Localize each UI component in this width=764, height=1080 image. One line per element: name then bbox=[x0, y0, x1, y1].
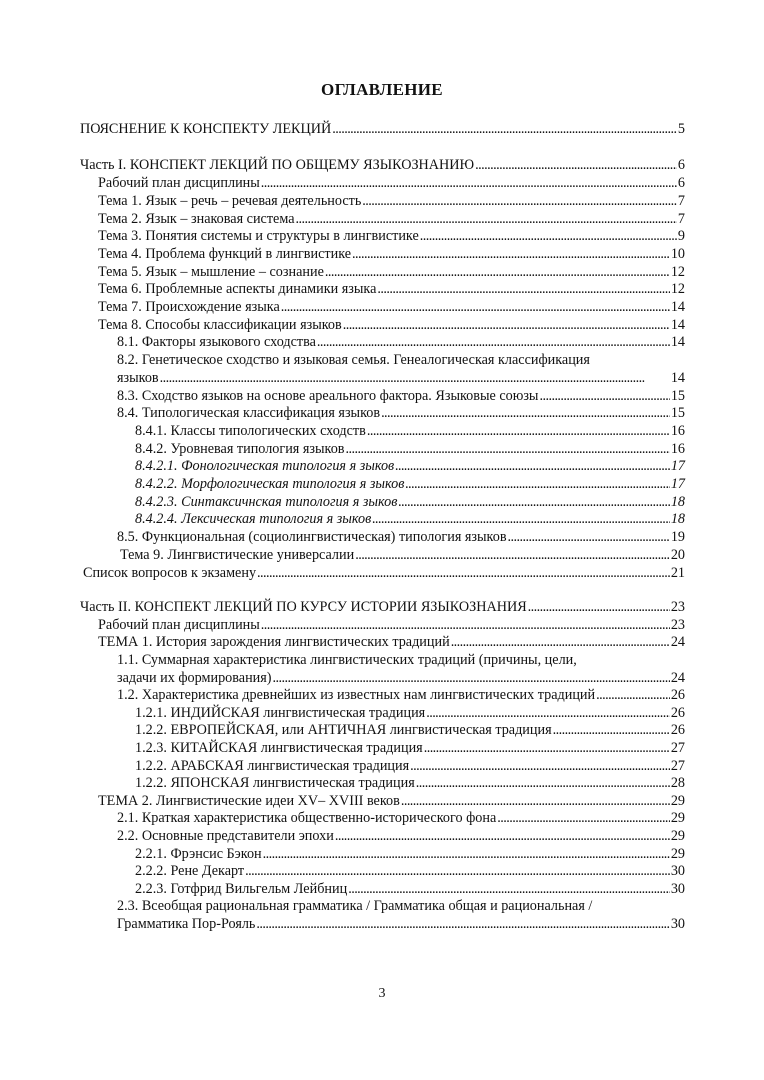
toc-entry-page: 29 bbox=[670, 828, 685, 844]
toc-entry[interactable] bbox=[80, 529, 685, 547]
toc-entry-title: 1.2. Характеристика древнейших из известных нам лингвистических традиций bbox=[117, 687, 596, 704]
dot-leader bbox=[362, 193, 677, 211]
toc-entry-title: Список вопросов к экзамену bbox=[83, 564, 257, 581]
toc-entry[interactable] bbox=[80, 458, 685, 476]
dot-leader bbox=[256, 916, 669, 934]
dot-leader bbox=[451, 634, 670, 652]
dot-leader bbox=[372, 511, 670, 529]
toc-entry-title: 1.2.2. ЕВРОПЕЙСКАЯ, или АНТИЧНАЯ лингвистическая традиция bbox=[135, 722, 552, 739]
dot-leader bbox=[355, 547, 670, 565]
toc-entry-page: 19 bbox=[670, 529, 685, 546]
toc-entry[interactable] bbox=[80, 617, 685, 635]
toc-entry-title-line: 1.1. Суммарная характеристика лингвистических традиций (причины, цели, bbox=[117, 652, 577, 669]
toc-entry-title: ТЕМА 2. Лингвистические идеи XV– XVIII веков bbox=[98, 792, 400, 809]
toc-entry-title: Часть II. КОНСПЕКТ ЛЕКЦИЙ ПО КУРСУ ИСТОРИИ ЯЗЫКОЗНАНИЯ bbox=[80, 599, 527, 616]
toc-entry-title: Тема 8. Способы классификации языков bbox=[98, 316, 342, 333]
toc-entry-page: 21 bbox=[670, 564, 685, 581]
toc-entry-title: Тема 2. Язык – знаковая система bbox=[98, 210, 295, 227]
toc-entry[interactable] bbox=[80, 423, 685, 441]
toc-entry[interactable] bbox=[80, 476, 685, 494]
toc-entry[interactable] bbox=[80, 740, 685, 758]
toc-entry-page: 27 bbox=[670, 757, 685, 774]
toc-entry[interactable] bbox=[80, 687, 685, 705]
dot-leader bbox=[398, 494, 669, 512]
toc-entry[interactable] bbox=[80, 281, 685, 299]
toc-entry-page: 12 bbox=[670, 281, 685, 298]
toc-entry-page: 29 bbox=[670, 845, 685, 862]
toc-entry[interactable] bbox=[80, 599, 685, 617]
toc-entry-title: 8.3. Сходство языков на основе ареального фактора. Языковые союзы bbox=[117, 387, 539, 404]
toc-entry-title: 1.2.2. ЯПОНСКАЯ лингвистическая традиция bbox=[135, 775, 415, 792]
toc-entry[interactable] bbox=[80, 388, 685, 406]
dot-leader bbox=[261, 175, 677, 193]
toc-entry-title: Тема 4. Проблема функций в лингвистике bbox=[98, 245, 352, 262]
toc-entry[interactable] bbox=[80, 846, 685, 864]
toc-entry-title: 8.4.2.2. Морфологическая типология я зыков bbox=[135, 476, 405, 493]
toc-entry-page: 17 bbox=[670, 458, 685, 475]
toc-entry[interactable] bbox=[80, 193, 685, 211]
dot-leader bbox=[553, 722, 670, 740]
dot-leader bbox=[160, 370, 670, 388]
toc-entry-page: 24 bbox=[670, 669, 685, 686]
toc-entry[interactable] bbox=[80, 352, 685, 387]
dot-leader bbox=[348, 881, 670, 899]
toc-entry-page: 30 bbox=[670, 863, 685, 880]
dot-leader bbox=[401, 793, 670, 811]
toc-entry[interactable] bbox=[80, 758, 685, 776]
toc-entry[interactable] bbox=[80, 264, 685, 282]
toc-entry[interactable] bbox=[80, 228, 685, 246]
toc-entry-title: 8.4.1. Классы типологических сходств bbox=[135, 422, 366, 439]
toc-entry[interactable] bbox=[80, 793, 685, 811]
toc-entry-page: 14 bbox=[670, 369, 685, 386]
dot-leader bbox=[424, 740, 670, 758]
toc-entry-page: 23 bbox=[670, 616, 685, 633]
toc-entry-title: Рабочий план дисциплины bbox=[98, 616, 260, 633]
page-number: 3 bbox=[378, 986, 386, 1001]
toc-entry[interactable] bbox=[80, 299, 685, 317]
toc-entry-title: 2.2.1. Фрэнсис Бэкон bbox=[135, 845, 262, 862]
toc-entry-page: 15 bbox=[670, 387, 685, 404]
dot-leader bbox=[352, 246, 670, 264]
table-of-contents bbox=[80, 120, 685, 934]
dot-leader bbox=[257, 565, 670, 583]
toc-entry-title: Часть I. КОНСПЕКТ ЛЕКЦИЙ ПО ОБЩЕМУ ЯЗЫКОЗНАНИЮ bbox=[80, 157, 475, 174]
toc-entry-title: 8.4.2.1. Фонологическая типология я зыков bbox=[135, 458, 395, 475]
toc-entry-title: Рабочий план дисциплины bbox=[98, 175, 260, 192]
dot-leader bbox=[296, 211, 677, 229]
toc-entry-title: 1.2.2. АРАБСКАЯ лингвистическая традиция bbox=[135, 757, 410, 774]
toc-entry[interactable] bbox=[80, 511, 685, 529]
toc-entry[interactable] bbox=[80, 775, 685, 793]
dot-leader bbox=[281, 299, 670, 317]
dot-leader bbox=[420, 228, 677, 246]
toc-entry-title: ПОЯСНЕНИЕ К КОНСПЕКТУ ЛЕКЦИЙ bbox=[80, 121, 332, 137]
toc-entry-title: Грамматика Пор-Рояль bbox=[117, 915, 256, 932]
toc-entry[interactable] bbox=[80, 547, 685, 565]
toc-entry[interactable] bbox=[80, 494, 685, 512]
toc-entry-page: 18 bbox=[670, 511, 685, 528]
toc-entry-title: 2.2.3. Готфрид Вильгельм Лейбниц bbox=[135, 880, 348, 897]
dot-leader bbox=[426, 705, 670, 723]
toc-entry-page: 28 bbox=[670, 775, 685, 792]
toc-entry-title: 8.4.2. Уровневая типология языков bbox=[135, 440, 345, 457]
toc-entry-title: Тема 7. Происхождение языка bbox=[98, 299, 280, 316]
dot-leader bbox=[497, 810, 670, 828]
toc-entry[interactable] bbox=[80, 175, 685, 193]
toc-entry-page: 12 bbox=[670, 263, 685, 280]
dot-leader bbox=[508, 529, 670, 547]
toc-entry-page: 14 bbox=[670, 316, 685, 333]
toc-entry[interactable] bbox=[80, 565, 685, 583]
dot-leader bbox=[335, 828, 670, 846]
toc-entry-title: 2.2. Основные представители эпохи bbox=[117, 828, 334, 844]
toc-entry-title: 1.2.3. КИТАЙСКАЯ лингвистическая традиция bbox=[135, 740, 423, 757]
toc-entry-title: 8.4.2.4. Лексическая типология я зыков bbox=[135, 511, 372, 528]
toc-entry[interactable] bbox=[80, 705, 685, 723]
toc-entry-page: 7 bbox=[677, 210, 685, 227]
dot-leader bbox=[317, 334, 670, 352]
toc-entry-page: 16 bbox=[670, 440, 685, 457]
toc-entry-title: 8.1. Факторы языкового сходства bbox=[117, 334, 316, 351]
dot-leader bbox=[261, 617, 670, 635]
toc-entry-page: 27 bbox=[670, 740, 685, 757]
toc-entry-page: 20 bbox=[670, 546, 685, 563]
dot-leader bbox=[381, 405, 670, 423]
toc-entry-page: 16 bbox=[670, 422, 685, 439]
toc-entry-page: 14 bbox=[670, 334, 685, 351]
toc-entry-page: 30 bbox=[670, 915, 685, 932]
toc-entry-page: 9 bbox=[677, 228, 685, 245]
toc-entry-title: 2.2.2. Рене Декарт bbox=[135, 863, 245, 880]
toc-entry-title-line: 8.2. Генетическое сходство и языковая семья. Генеалогическая классификация bbox=[117, 352, 590, 369]
toc-entry-title: Тема 1. Язык – речь – речевая деятельность bbox=[98, 192, 362, 209]
toc-entry-page: 26 bbox=[670, 722, 685, 739]
toc-entry[interactable] bbox=[80, 652, 685, 687]
toc-entry[interactable] bbox=[80, 334, 685, 352]
dot-leader bbox=[475, 157, 677, 175]
toc-entry-page: 15 bbox=[670, 405, 685, 422]
toc-entry-page: 6 bbox=[677, 175, 685, 192]
toc-entry-title: Тема 5. Язык – мышление – сознание bbox=[98, 263, 324, 280]
toc-entry[interactable] bbox=[80, 211, 685, 229]
toc-entry[interactable] bbox=[80, 120, 685, 139]
toc-entry-title: Тема 6. Проблемные аспекты динамики языка bbox=[98, 281, 377, 298]
dot-leader bbox=[416, 775, 670, 793]
toc-entry-page: 14 bbox=[670, 299, 685, 316]
toc-part-1-section bbox=[80, 157, 685, 582]
toc-entry-page: 7 bbox=[677, 192, 685, 209]
toc-entry-title: 8.4. Типологическая классификация языков bbox=[117, 405, 381, 422]
dot-leader bbox=[367, 423, 670, 441]
toc-entry-page: 26 bbox=[670, 687, 685, 704]
toc-intro-section bbox=[80, 120, 685, 139]
toc-entry-title: Тема 9. Лингвистические универсалии bbox=[120, 546, 355, 563]
toc-entry-page: 29 bbox=[670, 810, 685, 827]
toc-entry-title-line: 2.3. Всеобщая рациональная грамматика / Грамматика общая и рациональная / bbox=[117, 898, 593, 915]
toc-entry[interactable] bbox=[80, 441, 685, 459]
dot-leader bbox=[410, 758, 670, 776]
toc-entry-page: 29 bbox=[670, 792, 685, 809]
dot-leader bbox=[346, 441, 670, 459]
toc-entry-page: 17 bbox=[670, 476, 685, 493]
toc-entry[interactable] bbox=[80, 810, 685, 828]
toc-entry-page: 5 bbox=[677, 121, 685, 137]
toc-entry-title: языков bbox=[117, 369, 159, 386]
dot-leader bbox=[343, 317, 670, 335]
toc-entry-page: 23 bbox=[670, 599, 685, 616]
dot-leader bbox=[263, 846, 670, 864]
toc-title: ОГЛАВЛЕНИЕ bbox=[321, 80, 443, 99]
dot-leader bbox=[395, 458, 670, 476]
toc-part-2-section bbox=[80, 599, 685, 933]
toc-entry-title: Тема 3. Понятия системы и структуры в лингвистике bbox=[98, 228, 419, 245]
dot-leader bbox=[273, 670, 670, 688]
dot-leader bbox=[332, 120, 677, 139]
toc-entry-title: 8.5. Функциональная (социолингвистическая) типология языков bbox=[117, 529, 507, 546]
dot-leader bbox=[325, 264, 670, 282]
toc-entry-page: 24 bbox=[670, 634, 685, 651]
toc-entry[interactable] bbox=[80, 634, 685, 652]
dot-leader bbox=[377, 281, 669, 299]
toc-entry-page: 6 bbox=[677, 157, 685, 174]
toc-entry[interactable] bbox=[80, 863, 685, 881]
toc-entry[interactable] bbox=[80, 881, 685, 899]
toc-entry[interactable] bbox=[80, 722, 685, 740]
toc-entry[interactable] bbox=[80, 898, 685, 933]
toc-entry-page: 18 bbox=[670, 493, 685, 510]
toc-entry-page: 30 bbox=[670, 880, 685, 897]
toc-entry-page: 10 bbox=[670, 245, 685, 262]
toc-entry[interactable] bbox=[80, 317, 685, 335]
toc-entry[interactable] bbox=[80, 405, 685, 423]
toc-entry-title: 8.4.2.3. Синтаксичнская типология я зыков bbox=[135, 493, 398, 510]
dot-leader bbox=[539, 388, 669, 406]
toc-entry-title: 2.1. Краткая характеристика общественно-исторического фона bbox=[117, 810, 497, 827]
toc-entry-title: задачи их формирования) bbox=[117, 669, 272, 686]
dot-leader bbox=[596, 687, 670, 705]
toc-entry[interactable] bbox=[80, 828, 685, 846]
dot-leader bbox=[245, 863, 670, 881]
toc-entry-title: 1.2.1. ИНДИЙСКАЯ лингвистическая традиция bbox=[135, 704, 426, 721]
dot-leader bbox=[528, 599, 670, 617]
toc-entry[interactable] bbox=[80, 157, 685, 175]
dot-leader bbox=[405, 476, 669, 494]
toc-entry[interactable] bbox=[80, 246, 685, 264]
toc-entry-title: ТЕМА 1. История зарождения лингвистических традиций bbox=[98, 634, 450, 651]
toc-entry-page: 26 bbox=[670, 704, 685, 721]
